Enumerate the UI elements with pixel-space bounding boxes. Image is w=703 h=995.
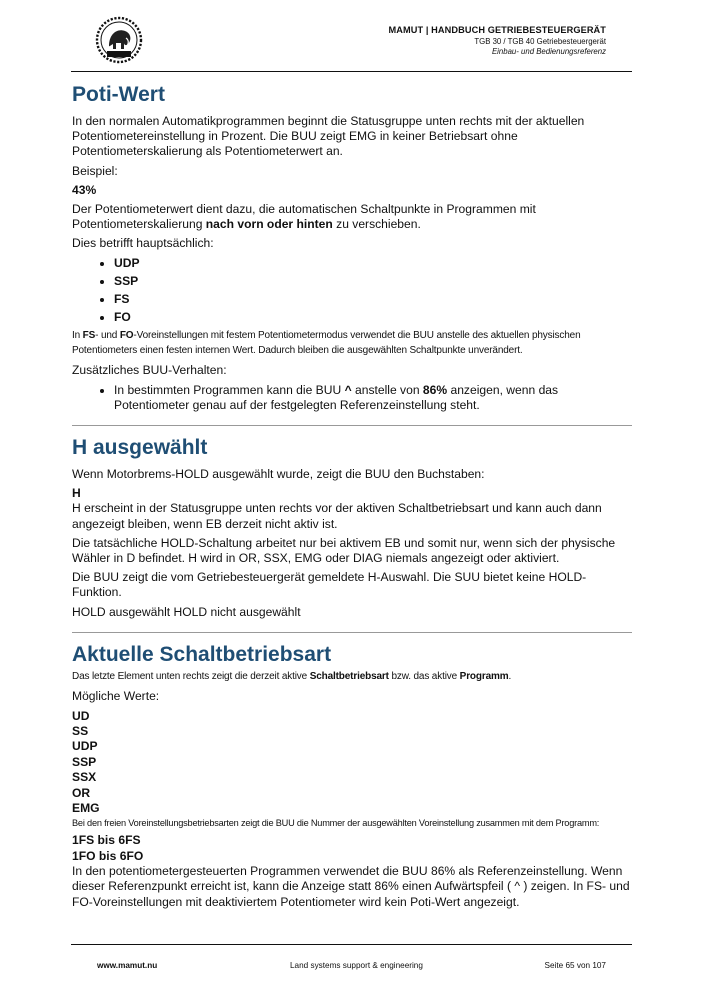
hold-paragraph-3: Die tatsächliche HOLD-Schaltung arbeitet nur bei aktivem EB und somit nur, wenn sich der physische Wähler in D befindet. H wird in OR, SSX, EMG oder DIAG niemals angezeigt oder aktiviert. (72, 535, 616, 566)
list-item: • UDP (114, 256, 632, 271)
hold-paragraph-2: H erscheint in der Statusgruppe unten rechts vor der aktiven Schaltbetriebsart und kann auch dann angezeigt bleiben, wenn EB derzeit nicht aktiv ist. (72, 501, 602, 531)
poti-preset-note: In FS- und FO-Voreinstellungen mit festem Potentiometermodus verwendet die BUU anstelle des aktuellen physischen Potentiometers einen festen internen Wert. Dadurch bleiben die ausgewählten Schaltpunkte unverändert. (72, 330, 581, 356)
document-reference: Einbau- und Bedienungsreferenz (491, 47, 606, 56)
document-subtitle: TGB 30 / TGB 40 Getriebesteuergerät (474, 37, 606, 46)
mode-paragraph-end: In den potentiometergesteuerten Programmen verwendet die BUU 86% als Referenzeinstellung. Wenn dieser Referenzpunkt erreicht ist, kann die Anzeige statt 86% einen Aufwärtspfeil ( ^ ) zeigen. In FS- und FO-Voreinstellungen mit deaktiviertem Potentiometer wird kein Poti-Wert angezeigt. (72, 864, 630, 909)
poti-paragraph-1: In den normalen Automatikprogrammen beginnt die Statusgruppe unten rechts mit der aktuellen Potentiometereinstellung in Prozent. Die BUU zeigt EMG in keiner Betriebsart ohne Potentiometerskalierung als Potentiometerwert an. (72, 114, 585, 159)
mode-values-list (72, 709, 632, 817)
list-item: UDP (72, 739, 98, 754)
poti-extra-list (72, 383, 632, 413)
hold-paragraph-1: Wenn Motorbrems-HOLD ausgewählt wurde, zeigt die BUU den Buchstaben: (72, 467, 485, 482)
hold-letter: H (72, 486, 81, 501)
list-item: 1FS bis 6FS (72, 833, 141, 848)
footer-divider (71, 944, 632, 945)
section-divider (72, 425, 632, 426)
header-divider (71, 71, 632, 72)
list-item: EMG (72, 801, 100, 816)
list-item: • FO (114, 310, 632, 325)
poti-example-label: Beispiel: (72, 163, 118, 178)
hold-paragraph-4: Die BUU zeigt die vom Getriebesteuergerät gemeldete H-Auswahl. Die SUU bietet keine HOLD-Funktion. (72, 570, 587, 600)
poti-paragraph-2: Der Potentiometerwert dient dazu, die automatischen Schaltpunkte in Programmen mit Potentiometerskalierung nach vorn oder hinten zu verschieben. (72, 202, 536, 232)
section-heading-mode: Aktuelle Schaltbetriebsart (72, 642, 332, 666)
mode-values-label: Mögliche Werte: (72, 689, 160, 704)
poti-extra-label: Zusätzliches BUU-Verhalten: (72, 363, 227, 378)
footer-page-number: Seite 65 von 107 (544, 961, 606, 970)
list-item: UD (72, 708, 90, 723)
mode-preset-list (72, 833, 632, 864)
section-divider (72, 632, 632, 633)
poti-program-list (72, 256, 632, 326)
list-item: SSP (72, 754, 97, 769)
footer-tagline: Land systems support & engineering (290, 961, 423, 970)
list-item: 1FO bis 6FO (72, 848, 144, 863)
poti-example-value: 43% (72, 182, 97, 197)
list-item: • FS (114, 292, 632, 307)
page-content (72, 82, 632, 914)
poti-affects-label: Dies betrifft hauptsächlich: (72, 236, 214, 251)
section-heading-hold: H ausgewählt (72, 436, 208, 460)
mamut-logo-icon (95, 16, 143, 64)
list-item: • SSP (114, 274, 632, 289)
document-title: MAMUT | HANDBUCH GETRIEBESTEUERGERÄT (388, 25, 606, 35)
list-item: SSX (72, 770, 97, 785)
mode-preset-note: Bei den freien Voreinstellungsbetriebsarten zeigt die BUU die Nummer der ausgewählten Voreinstellung zusammen mit dem Programm: (72, 818, 600, 829)
footer-website: www.mamut.nu (97, 961, 158, 970)
page-header (0, 0, 703, 74)
mode-paragraph-1: Das letzte Element unten rechts zeigt die derzeit aktive Schaltbetriebsart bzw. das aktive Programm. (72, 670, 512, 682)
section-heading-poti: Poti-Wert (72, 83, 165, 106)
list-item: • In bestimmten Programmen kann die BUU ^ anstelle von 86% anzeigen, wenn das Potentiometer genau auf der festgelegten Referenzeinstellung steht. (114, 383, 632, 413)
list-item: OR (72, 785, 91, 800)
hold-paragraph-5: HOLD ausgewählt HOLD nicht ausgewählt (72, 604, 301, 619)
list-item: SS (72, 723, 89, 738)
